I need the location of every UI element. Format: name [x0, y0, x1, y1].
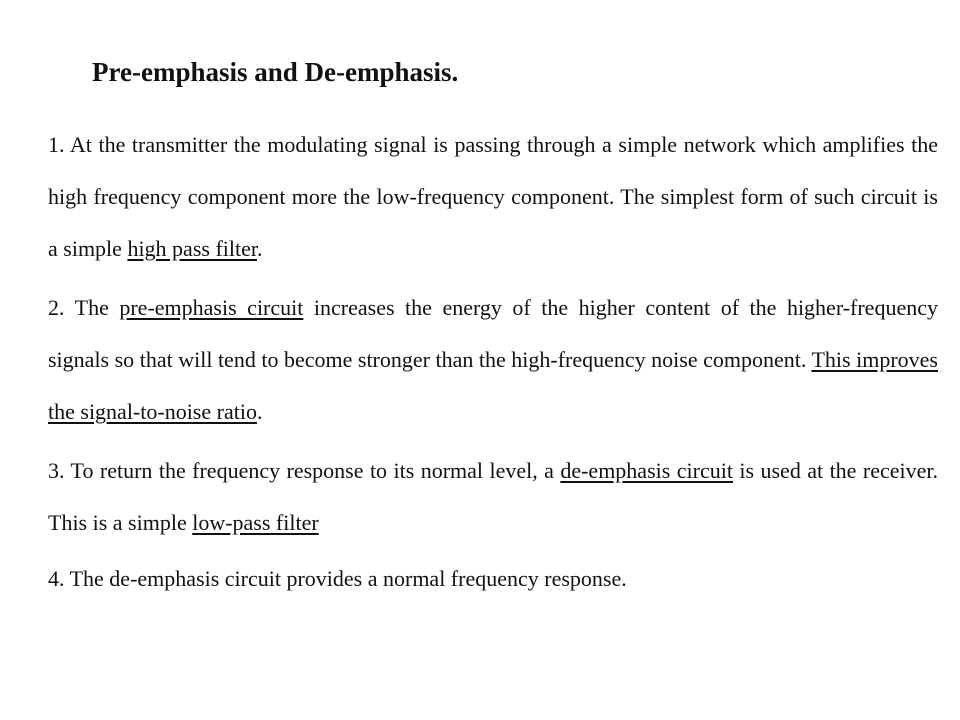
slide-title: Pre-emphasis and De-emphasis. — [92, 57, 459, 87]
snr-improvement-phrase: This improves the signal-to-noise ratio — [48, 347, 938, 424]
paragraph-3-start: 3. To return the frequency response to its normal level, a — [48, 458, 561, 483]
de-emphasis-circuit-term: de-emphasis circuit — [560, 458, 733, 483]
paragraph-2-start: 2. The — [48, 295, 120, 320]
paragraph-2-end: . — [256, 399, 263, 424]
paragraph-2 — [48, 282, 938, 438]
high-pass-filter-term: high pass filter — [127, 236, 257, 261]
pre-emphasis-circuit-term: pre-emphasis circuit — [119, 295, 304, 320]
paragraph-1 — [48, 119, 938, 275]
paragraph-1-end: . — [256, 236, 263, 261]
paragraph-1-text: 1. At the transmitter the modulating signal is passing through a simple network which amplifies the high frequency component more the low-frequency component. The simplest form of such circuit is a simple — [48, 132, 938, 261]
paragraph-4 — [48, 553, 938, 605]
paragraph-3 — [48, 445, 938, 549]
paragraph-3-text: is used at the receiver. This is a simple — [48, 458, 938, 535]
paragraph-4-text: 4. The de-emphasis circuit provides a normal frequency response. — [48, 566, 627, 591]
paragraph-2-text: increases the energy of the higher content of the higher-frequency signals so that will tend to become stronger than the high-frequency noise component. — [48, 295, 938, 372]
low-pass-filter-term: low-pass filter — [192, 510, 319, 535]
